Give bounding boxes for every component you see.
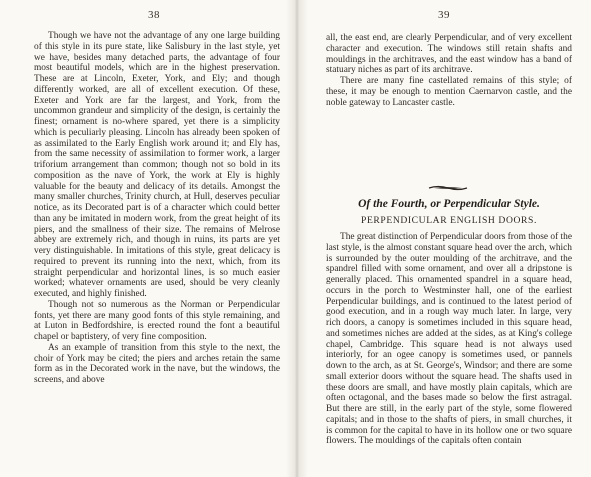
page-number-left: 38 [148, 9, 160, 21]
left-paragraph-2: Though not so numerous as the Norman or Perpendicular fonts, yet there are many good fonts of this style remaining, and at Luton in Bedfordshire, is erected round the font a beautiful chapel or baptistery, of very fine composition. [34, 299, 280, 342]
left-paragraph-1: Though we have not the advantage of any one large building of this style in its pure state, like Salisbury in the last style, yet we have, besides many detached parts, the advantage of four most beautiful models, which are in the highest preservation. These are at Lincoln, Exeter, York, and Ely; and though differently worked, are all of excellent execution. Of these, Exeter and York are far the largest, and York, from the uncommon grandeur and simplicity of the design, is certainly the finest; ornament is no-where spared, yet there is a simplicity which is peculiarly pleasing. Lincoln has already been spoken of as assimilated to the Early English work around it; and Ely has, from the same necessity of assimilation to former work, a larger triforium arrangement than common; though not so bold in its composition as the nave of York, the work at Ely is highly valuable for the beauty and delicacy of its details. Amongst the many smaller churches, Trinity church, at Hull, deserves peculiar notice, as its Decorated part is of a character which could better than any be imitated in modern work, from the great height of its piers, and the smallness of their size. The remains of Melrose abbey are extremely rich, and though in ruins, its parts are yet very distinguishable. In imitations of this style, great delicacy is required to prevent its running into the next, which, from its straight perpendicular and horizontal lines, is so much easier worked; whatever ornaments are used, should be very cleanly executed, and highly finished. [34, 31, 280, 299]
right-page-bottom-body [326, 232, 572, 447]
left-paragraph-3: As an example of transition from this style to the next, the choir of York may be cited; the piers and arches retain the same form as in the Decorated work in the nave, but the windows, the screens, and above [34, 342, 280, 385]
left-page-body [34, 31, 280, 386]
flourish-rule-icon [428, 184, 468, 192]
section-subtitle: PERPENDICULAR ENGLISH DOORS. [361, 215, 537, 226]
page-number-right: 39 [438, 9, 450, 21]
right-page-top-body [326, 33, 572, 108]
right-paragraph-3: The great distinction of Perpendicular doors from those of the last style, is the almost constant square head over the arch, which is surrounded by the outer moulding of the architrave, and the spandrel filled with some ornament, and over all a dripstone is generally placed. This ornamented spandrel in a square head, occurs in the porch to Westminster hall, one of the earliest Perpendicular buildings, and is continued to the latest period of good execution, and in a rough way much later. In large, very rich doors, a canopy is sometimes included in this square head, and sometimes niches are added at the sides, as at King's college chapel, Cambridge. This square head is not always used interiorly, for an ogee canopy is sometimes used, or pannels down to the arch, as at St. George's, Windsor; and there are some small exterior doors without the square head. The shafts used in these doors are small, and have mostly plain capitals, which are often octagonal, and the bases made so below the first astragal. But there are still, in the early part of the style, some flowered capitals; and in those to the shafts of piers, in small churches, it is common for the capital to have in its hollow one or two square flowers. The mouldings of the capitals often contain [326, 232, 572, 447]
right-paragraph-1: all, the east end, are clearly Perpendicular, and of very excellent character and execution. The windows still retain shafts and mouldings in the architraves, and the east window has a band of statuary niches as part of its architrave. [326, 33, 572, 76]
right-paragraph-2: There are many fine castellated remains of this style; of these, it may be enough to mention Caernarvon castle, and the noble gateway to Lancaster castle. [326, 76, 572, 108]
section-title: Of the Fourth, or Perpendicular Style. [358, 198, 540, 210]
right-page [296, 0, 591, 477]
